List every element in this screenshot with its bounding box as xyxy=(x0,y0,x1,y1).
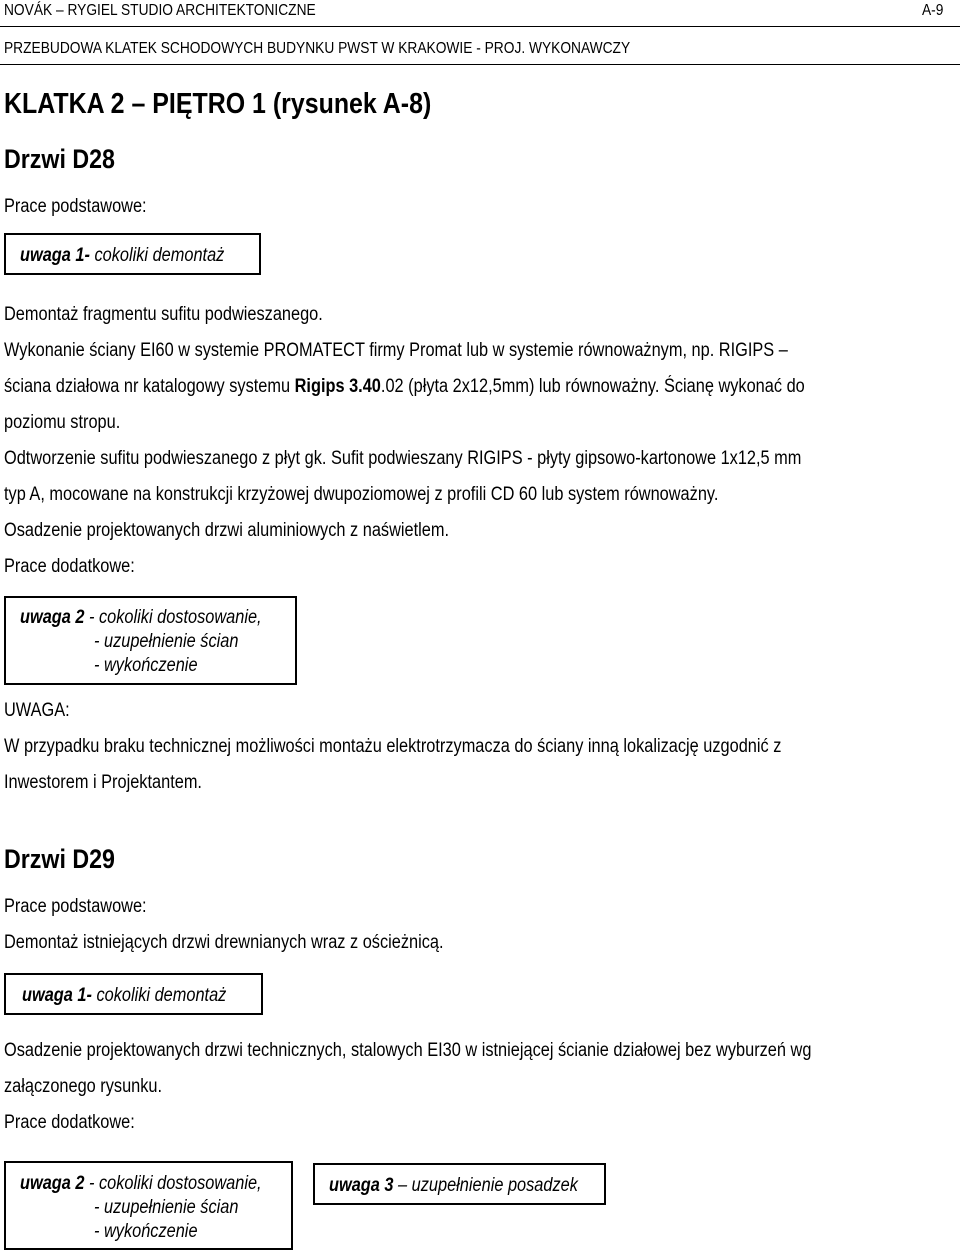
d29-note-box-2 xyxy=(4,1161,293,1250)
d28-paragraph-2-line-3: poziomu stropu. xyxy=(4,412,121,433)
d28-note-box-2 xyxy=(4,596,297,685)
header-rule-bottom xyxy=(0,64,960,65)
note-line: - wykończenie xyxy=(94,655,198,676)
note-line: - uzupełnienie ścian xyxy=(94,1197,239,1218)
note-label: uwaga 2 xyxy=(20,1173,85,1194)
note-line: - wykończenie xyxy=(94,1221,198,1242)
note-label: uwaga 1- xyxy=(20,245,90,266)
d28-paragraph-3-line-1: Odtworzenie sufitu podwieszanego z płyt gk. Sufit podwieszany RIGIPS - płyty gipsowo-kartonowe 1x12,5 mm xyxy=(4,448,802,469)
d28-paragraph-4: Osadzenie projektowanych drzwi aluminiowych z naświetlem. xyxy=(4,520,450,541)
d29-paragraph-2-line-2: załączonego rysunku. xyxy=(4,1076,163,1097)
d28-paragraph-2-line-1: Wykonanie ściany EI60 w systemie PROMATECT firmy Promat lub w systemie równoważnym, np. RIGIPS – xyxy=(4,340,788,361)
d28-note-line-2: Inwestorem i Projektantem. xyxy=(4,772,202,793)
d29-extra-works-label: Prace dodatkowe: xyxy=(4,1112,135,1133)
system-code: Rigips 3.40 xyxy=(294,376,381,397)
d28-extra-works-label: Prace dodatkowe: xyxy=(4,556,135,577)
note-label: uwaga 1- xyxy=(22,985,92,1006)
d29-paragraph-1: Demontaż istniejących drzwi drewnianych wraz z ościeżnicą. xyxy=(4,932,444,953)
d28-basic-works-label: Prace podstawowe: xyxy=(4,196,147,217)
note-label: uwaga 3 xyxy=(329,1175,394,1196)
d29-note-box-3 xyxy=(313,1163,606,1205)
note-text: cokoliki demontaż xyxy=(89,245,225,266)
header-page-number: A-9 xyxy=(922,2,944,19)
note-label: uwaga 2 xyxy=(20,607,85,628)
header-rule-top xyxy=(0,26,960,27)
header-project-name: PRZEBUDOWA KLATEK SCHODOWYCH BUDYNKU PWST W KRAKOWIE - PROJ. WYKONAWCZY xyxy=(4,40,631,57)
d28-paragraph-1: Demontaż fragmentu sufitu podwieszanego. xyxy=(4,304,323,325)
note-text: cokoliki demontaż xyxy=(91,985,227,1006)
note-text: – uzupełnienie posadzek xyxy=(393,1175,578,1196)
d28-paragraph-2-line-2: ściana działowa nr katalogowy systemu Rigips 3.40.02 (płyta 2x12,5mm) lub równoważny. Ścianę wykonać do xyxy=(4,376,805,397)
d28-note-label: UWAGA: xyxy=(4,700,70,721)
header-studio-name: NOVÁK – RYGIEL STUDIO ARCHITEKTONICZNE xyxy=(4,2,316,19)
note-line: - cokoliki dostosowanie, xyxy=(84,1173,262,1194)
d29-heading: Drzwi D29 xyxy=(4,844,115,874)
note-line: - uzupełnienie ścian xyxy=(94,631,239,652)
d29-note-box-1 xyxy=(4,973,263,1015)
d29-paragraph-2-line-1: Osadzenie projektowanych drzwi technicznych, stalowych EI30 w istniejącej ścianie działowej bez wyburzeń wg xyxy=(4,1040,812,1061)
d28-note-box-1 xyxy=(4,233,261,275)
d28-heading: Drzwi D28 xyxy=(4,144,115,174)
page-title: KLATKA 2 – PIĘTRO 1 (rysunek A-8) xyxy=(4,88,432,120)
d29-basic-works-label: Prace podstawowe: xyxy=(4,896,147,917)
note-line: - cokoliki dostosowanie, xyxy=(84,607,262,628)
d28-note-line-1: W przypadku braku technicznej możliwości montażu elektrotrzymacza do ściany inną lokalizację uzgodnić z xyxy=(4,736,782,757)
d28-paragraph-3-line-2: typ A, mocowane na konstrukcji krzyżowej dwupoziomowej z profili CD 60 lub system równoważny. xyxy=(4,484,719,505)
